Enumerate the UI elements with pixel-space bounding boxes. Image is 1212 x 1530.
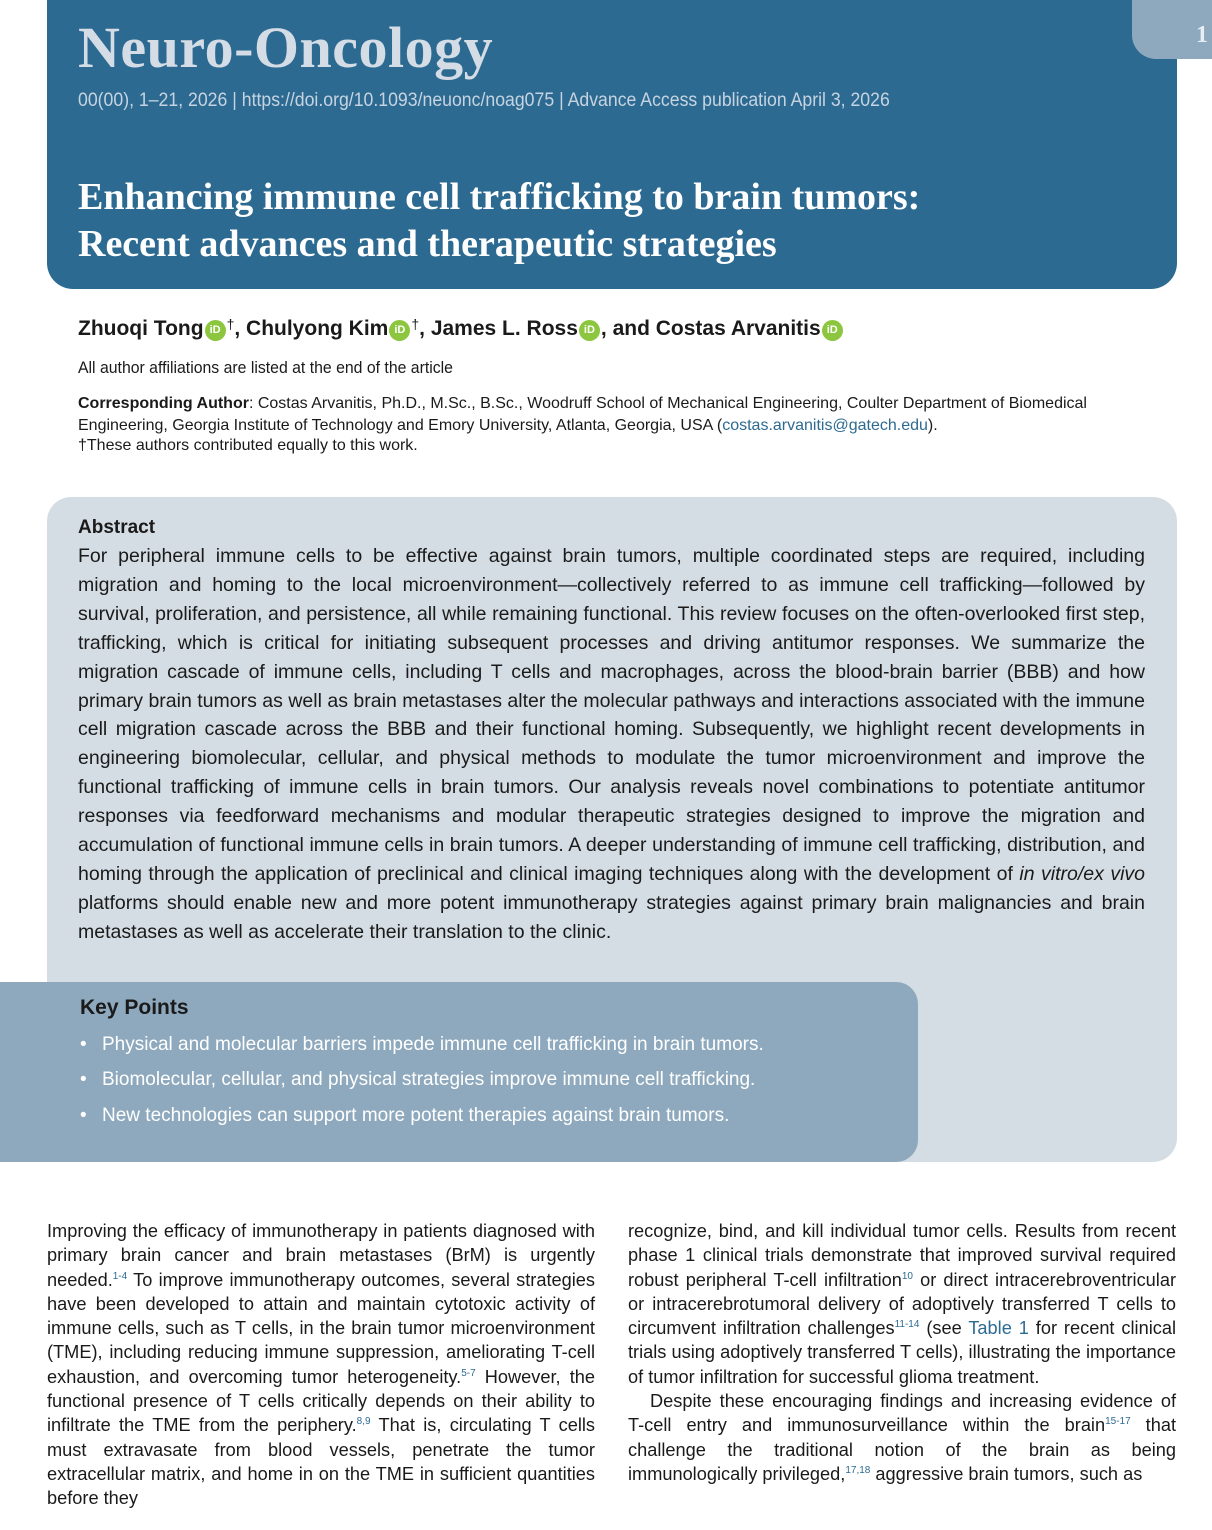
key-point-text: Physical and molecular barriers impede immune cell trafficking in brain tumors. (102, 1034, 764, 1055)
body-paragraph (47, 1219, 595, 1511)
abstract-heading: Abstract (78, 517, 156, 538)
page-number-tab (1132, 0, 1212, 59)
body-text: That is, circulating T cells must extravasate from blood vessels, penetrate the tumor extracellular matrix, and home in on the TME in sufficient quantities before they (47, 1415, 595, 1509)
corresponding-text: : Costas Arvanitis, Ph.D., M.Sc., B.Sc., Woodruff School of Mechanical Engineering, Coulter Department of Biomedical Engineering, Georgia Institute of Technology and Emory University, Atlanta, Georgia, USA ( (78, 395, 1087, 434)
orcid-icon[interactable]: iD (822, 320, 843, 341)
author-name: , Chulyong Kim (234, 317, 389, 340)
page-number: 1 (1196, 22, 1208, 48)
body-text: Improving the efficacy of immunotherapy in patients diagnosed with primary brain cancer and brain metastases (BrM) is urgently needed. (47, 1221, 595, 1290)
body-paragraph (628, 1389, 1176, 1486)
title-line-2: Recent advances and therapeutic strategies (78, 223, 777, 265)
body-column-right (628, 1219, 1176, 1486)
bullet-icon: • (80, 1034, 87, 1055)
body-text: However, the functional presence of T cells critically depends on their ability to infiltrate the TME from the periphery. (47, 1366, 595, 1436)
table-link[interactable]: Table 1 (968, 1318, 1029, 1339)
body-text: (see (919, 1318, 969, 1339)
dagger-mark: † (226, 316, 235, 332)
key-point-text: Biomolecular, cellular, and physical strategies improve immune cell trafficking. (102, 1069, 756, 1090)
key-points-heading: Key Points (80, 996, 189, 1019)
abstract-text (78, 542, 1145, 947)
article-title (78, 174, 1078, 268)
abstract-part-2: platforms should enable new and more potent immunotherapy strategies against primary brain malignancies and brain metastases as well as accelerate their translation to the clinic. (78, 891, 1145, 943)
key-point-item (80, 1069, 755, 1091)
author-name: , and Costas Arvanitis (600, 317, 821, 340)
body-text: To improve immunotherapy outcomes, several strategies have been developed to attain and maintain cytotoxic activity of immune cells, such as T cells, in the brain tumor microenvironment (TME), including reducing immune suppression, ameliorating T-cell exhaustion, and overcoming tumor heterogeneity. (47, 1269, 595, 1387)
reference-link[interactable]: 10 (901, 1270, 913, 1282)
bullet-icon: • (80, 1105, 87, 1126)
orcid-icon[interactable]: iD (389, 320, 410, 341)
citation-line[interactable]: 00(00), 1–21, 2026 | https://doi.org/10.1093/neuonc/noag075 | Advance Access publication April 3, 2026 (78, 90, 890, 111)
key-point-item (80, 1034, 764, 1056)
title-line-1: Enhancing immune cell trafficking to brain tumors: (78, 176, 921, 218)
abstract-italic: in vitro/ex vivo (1019, 862, 1145, 885)
corresponding-label: Corresponding Author (78, 395, 249, 412)
reference-link[interactable]: 5-7 (461, 1367, 476, 1379)
body-text: recognize, bind, and kill individual tumor cells. Results from recent phase 1 clinical trials demonstrate that improved survival required robust peripheral T-cell infiltration (628, 1221, 1176, 1290)
abstract-part-1: For peripheral immune cells to be effective against brain tumors, multiple coordinated steps are required, including migration and homing to the local microenvironment—collectively referred to as immune cell trafficking—followed by survival, proliferation, and persistence, all while remaining functional. This review focuses on the often-overlooked first step, trafficking, which is critical for initiating subsequent processes and driving antitumor responses. We summarize the migration cascade of immune cells, including T cells and macrophages, across the blood-brain barrier (BBB) and how primary brain tumors as well as brain metastases alter the molecular pathways and interactions associated with the immune cell migration cascade across the BBB and their functional homing. Subsequently, we highlight recent developments in engineering biomolecular, cellular, and physical methods to modulate the tumor microenvironment and improve the functional trafficking of immune cells in brain tumors. Our analysis reveals novel combinations to potentiate antitumor responses via feedforward mechanisms and modular therapeutic strategies designed to improve the migration and accumulation of functional immune cells in brain tumors. A deeper understanding of immune cell trafficking, distribution, and homing through the application of preclinical and clinical imaging techniques along with the development of (78, 545, 1145, 885)
author-name: Zhuoqi Tong (78, 317, 204, 340)
bullet-icon: • (80, 1069, 87, 1090)
equal-contribution-note: †These authors contributed equally to this work. (78, 437, 418, 454)
orcid-icon[interactable]: iD (579, 320, 600, 341)
key-point-text: New technologies can support more potent therapies against brain tumors. (102, 1105, 730, 1126)
email-link[interactable]: costas.arvanitis@gatech.edu (722, 417, 928, 434)
corresponding-close: ). (927, 417, 938, 434)
author-list (78, 316, 844, 341)
journal-name: Neuro-Oncology (78, 15, 494, 80)
reference-link[interactable]: 15-17 (1105, 1416, 1131, 1428)
reference-link[interactable]: 8,9 (356, 1416, 371, 1428)
key-point-item (80, 1105, 729, 1127)
corresponding-author (78, 393, 1178, 437)
reference-link[interactable]: 1-4 (112, 1270, 128, 1282)
orcid-icon[interactable]: iD (205, 320, 226, 341)
reference-link[interactable]: 11-14 (894, 1319, 920, 1331)
body-text: aggressive brain tumors, such as (870, 1463, 1143, 1484)
reference-link[interactable]: 17,18 (845, 1464, 871, 1476)
body-text: for recent clinical trials using adoptively transferred T cells), illustrating the importance of tumor infiltration for successful glioma treatment. (628, 1318, 1176, 1387)
body-column-left (47, 1219, 595, 1511)
body-text: or direct intracerebroventricular or intracerebrotumoral delivery of adoptively transferred T cells to circumvent infiltration challenges (628, 1269, 1176, 1339)
author-name: , James L. Ross (419, 317, 578, 340)
body-paragraph (628, 1219, 1176, 1389)
body-text: that challenge the traditional notion of the brain as being immunologically privileged, (628, 1415, 1176, 1484)
affiliations-note: All author affiliations are listed at the end of the article (78, 358, 453, 377)
body-text: Despite these encouraging findings and increasing evidence of T-cell entry and immunosurveillance within the brain (628, 1391, 1176, 1436)
dagger-mark: † (411, 316, 420, 332)
